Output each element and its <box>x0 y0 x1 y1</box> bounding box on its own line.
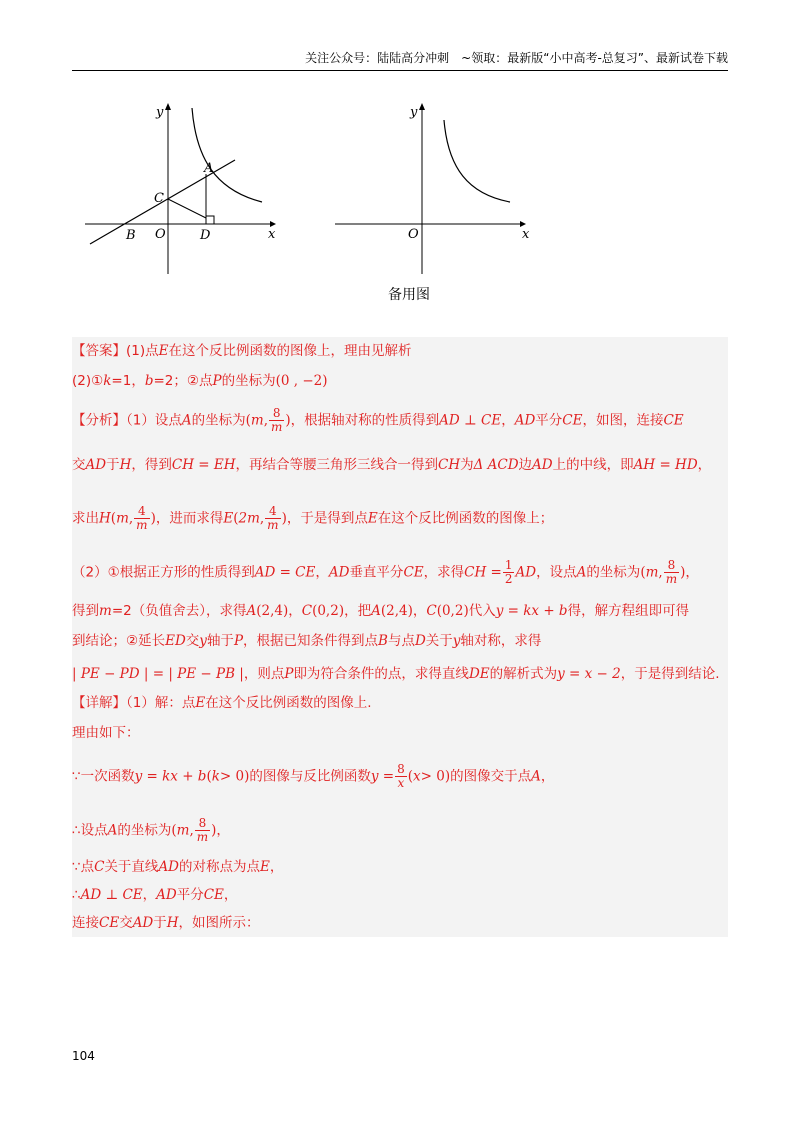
math: CE <box>562 412 583 429</box>
text: ， <box>288 603 302 619</box>
label-D: D <box>200 228 211 243</box>
text: 的图像交于点 <box>450 768 532 785</box>
math: CH = <box>464 564 502 581</box>
math: ( <box>407 768 414 785</box>
label-x: x <box>268 227 276 242</box>
answer-line-1 <box>72 341 411 361</box>
math: C <box>301 603 313 619</box>
math: A <box>371 603 381 619</box>
math: E <box>195 695 206 711</box>
math: CE <box>99 915 120 931</box>
text: 在这个反比例函数的图像上. <box>205 695 372 711</box>
math: AD ⊥ CE <box>439 412 502 429</box>
math: x <box>413 768 421 785</box>
frac-num: 8 <box>397 762 405 776</box>
math: CE <box>403 564 424 581</box>
math: AD <box>532 457 553 473</box>
frac-num: 8 <box>195 817 210 831</box>
text: 的图像与反比例函数 <box>249 768 371 785</box>
text: ， <box>697 457 712 473</box>
text: 与点 <box>387 633 415 649</box>
text: 于 <box>106 457 120 473</box>
analysis-line-2 <box>72 455 711 475</box>
text: ， <box>223 887 238 903</box>
text: 的坐标为 <box>221 373 276 389</box>
math: | PE − PD | = | PE − PB | <box>72 666 244 682</box>
text: 交 <box>72 457 86 473</box>
math: C <box>426 603 437 619</box>
math: ( <box>171 822 177 839</box>
text: ，求得 <box>423 564 465 581</box>
frac-den: m <box>270 420 283 434</box>
text: 的对称点为点 <box>179 859 261 875</box>
answer-line-2 <box>72 371 328 391</box>
text: ，于是得到点 <box>286 510 368 527</box>
label-C: C <box>154 191 164 206</box>
math: (2,4) <box>256 603 289 619</box>
figure-spare-svg <box>330 98 540 278</box>
fraction <box>195 817 210 844</box>
math: (2,4) <box>380 603 413 619</box>
detail-line-2 <box>72 723 140 743</box>
text: =2；②点 <box>153 373 213 389</box>
frac-den: 2 <box>504 572 513 586</box>
text: ，得到 <box>131 457 172 473</box>
analysis-line-4 <box>72 559 699 586</box>
math: H <box>166 915 179 931</box>
math: E <box>158 343 169 359</box>
text: 的解析式为 <box>489 666 558 682</box>
math: m <box>645 564 659 581</box>
frac-num: 8 <box>664 559 679 573</box>
frac-den: m <box>196 830 209 844</box>
text: 代入 <box>468 603 496 619</box>
figure-spare <box>330 98 540 278</box>
frac-num: 1 <box>504 558 513 572</box>
math: > 0) <box>219 768 250 785</box>
text: 的坐标为 <box>191 412 246 429</box>
text: ，如图所示： <box>178 915 260 931</box>
analysis-line-3 <box>72 505 553 532</box>
text: 轴对称，求得 <box>460 633 542 649</box>
text: ， <box>269 859 284 875</box>
text: 交 <box>119 915 133 931</box>
header-divider <box>72 70 728 71</box>
fraction <box>265 505 280 532</box>
frac-num: 4 <box>265 505 280 519</box>
text: ，如图，连接 <box>582 412 664 429</box>
answer-block <box>72 337 728 937</box>
frac-den: m <box>267 518 279 532</box>
math: Δ ACD <box>473 457 519 473</box>
fraction <box>395 763 407 790</box>
text: ， <box>216 822 230 839</box>
label-O: O <box>155 227 166 242</box>
math: A <box>181 412 192 429</box>
math: y <box>199 633 207 649</box>
math: AD <box>158 859 180 875</box>
text: 【答案】(1)点 <box>72 343 159 359</box>
math: AD = CE <box>254 564 316 581</box>
math: AD <box>132 915 154 931</box>
math: y = <box>370 768 395 785</box>
math: m <box>250 412 264 429</box>
math: CH = EH <box>171 457 236 473</box>
detail-line-6 <box>72 885 237 905</box>
math: E <box>367 510 378 527</box>
text: 关于直线 <box>104 859 159 875</box>
math: , <box>189 822 194 839</box>
math: , <box>263 412 268 429</box>
math: 2m <box>238 510 260 527</box>
text: ，设点 <box>536 564 577 581</box>
fraction <box>269 407 284 434</box>
math: y <box>452 633 461 649</box>
math: ( <box>640 564 646 581</box>
fraction <box>664 559 679 586</box>
text: 【详解】（1）解：点 <box>72 695 196 711</box>
text: ， <box>412 603 427 619</box>
text: 理由如下： <box>72 725 140 741</box>
math: AD <box>514 412 536 429</box>
frac-num: 8 <box>269 407 284 421</box>
math: , <box>259 510 265 527</box>
text: ，进而求得 <box>155 510 224 527</box>
math: C <box>94 859 105 875</box>
math: ( <box>110 510 117 527</box>
text: 的坐标为 <box>117 822 172 839</box>
math: E <box>260 859 270 875</box>
math: k <box>103 373 112 389</box>
math: m <box>116 510 129 527</box>
text: ， <box>142 887 157 903</box>
text: 交 <box>185 633 200 649</box>
text: 关于 <box>425 633 453 649</box>
text: =1， <box>111 373 145 389</box>
math: y = kx + b <box>495 603 568 619</box>
text: ，则点 <box>243 666 285 682</box>
text: ， <box>540 768 555 785</box>
text: ， <box>501 412 515 429</box>
math: ( <box>245 412 251 429</box>
text: 求出 <box>72 510 99 527</box>
label-O: O <box>408 227 419 242</box>
text: 在这个反比例函数的图像上，理由见解析 <box>168 343 412 359</box>
text: 的坐标为 <box>586 564 641 581</box>
detail-line-3 <box>72 763 554 790</box>
math: ( <box>206 768 212 785</box>
text: ， <box>315 564 329 581</box>
text: 垂直平分 <box>349 564 404 581</box>
math: AD ⊥ CE <box>80 887 143 903</box>
label-A: A <box>204 161 214 176</box>
text: 连接 <box>72 915 99 931</box>
label-x: x <box>522 227 530 242</box>
math: y = x − 2 <box>557 666 621 682</box>
figure-caption: 备用图 <box>388 287 430 303</box>
text: 在这个反比例函数的图像上； <box>377 510 554 527</box>
text: 【分析】（1）设点 <box>72 412 182 429</box>
text: （2）①根据正方形的性质得到 <box>72 564 255 581</box>
math: D <box>414 633 426 649</box>
math: ) <box>281 510 287 527</box>
text: 到结论；②延长 <box>72 633 166 649</box>
text: 得到 <box>72 603 99 619</box>
math: A <box>246 603 257 619</box>
detail-line-1 <box>72 693 372 713</box>
math: A <box>576 564 587 581</box>
math: CE <box>203 887 224 903</box>
text: ，把 <box>344 603 372 619</box>
math: AD <box>156 887 177 903</box>
math: H <box>99 510 111 527</box>
text: 平分 <box>176 887 204 903</box>
math: > 0) <box>420 768 451 785</box>
math: P <box>284 666 294 682</box>
text: ∴设点 <box>72 822 108 839</box>
text: 轴于 <box>206 633 234 649</box>
math: , <box>658 564 663 581</box>
math: A <box>107 822 118 839</box>
text: ，根据已知条件得到点 <box>243 633 379 649</box>
math: ) <box>285 412 291 429</box>
math: k <box>211 768 220 785</box>
text: 为 <box>460 457 474 473</box>
fraction <box>503 559 515 586</box>
page-header: 关注公众号：陆陆高分冲刺 ~领取：最新版“小中高考-总复习”、最新试卷下载 <box>305 51 728 65</box>
math: m <box>176 822 190 839</box>
text: ， <box>685 564 699 581</box>
math: ( <box>233 510 239 527</box>
math: A <box>531 768 541 785</box>
text: (2)① <box>72 373 104 389</box>
math: AD <box>328 564 350 581</box>
analysis-line-7 <box>72 664 720 684</box>
text: 上的中线，即 <box>552 457 634 473</box>
text: 平分 <box>535 412 563 429</box>
math: H <box>119 457 132 473</box>
label-y: y <box>410 105 418 120</box>
math: AH = HD <box>633 457 698 473</box>
math: , <box>128 510 134 527</box>
math: ) <box>680 564 686 581</box>
text: ∵点 <box>72 859 95 875</box>
math: DE <box>468 666 490 682</box>
text: 即为符合条件的点，求得直线 <box>293 666 469 682</box>
math: E <box>223 510 234 527</box>
detail-line-7 <box>72 913 260 933</box>
text: ∵一次函数 <box>72 768 135 785</box>
text: ，再结合等腰三角形三线合一得到 <box>235 457 438 473</box>
figure-main-svg <box>80 98 280 278</box>
math: ) <box>211 822 217 839</box>
frac-num: 4 <box>134 505 149 519</box>
text: ∴ <box>72 887 81 903</box>
text: 于 <box>153 915 167 931</box>
analysis-line-1 <box>72 407 684 434</box>
math: y = kx + b <box>134 768 207 785</box>
detail-line-5 <box>72 857 283 877</box>
math: CH <box>437 457 461 473</box>
label-y: y <box>156 105 164 120</box>
math: m <box>99 603 112 619</box>
math: CE <box>663 412 684 429</box>
math: P <box>212 373 222 389</box>
text: 得，解方程组即可得 <box>567 603 690 619</box>
math: (0,2) <box>312 603 345 619</box>
analysis-line-5 <box>72 601 689 621</box>
frac-den: x <box>397 776 405 790</box>
label-B: B <box>126 228 136 243</box>
page-number: 104 <box>72 1049 95 1063</box>
frac-den: m <box>136 518 148 532</box>
math: (0,2) <box>436 603 469 619</box>
math: (0 , −2) <box>275 373 328 389</box>
math: P <box>233 633 244 649</box>
frac-den: m <box>665 572 678 586</box>
figure-main <box>80 98 280 278</box>
text: 边 <box>518 457 533 473</box>
text: ，于是得到结论. <box>620 666 720 682</box>
math: ) <box>150 510 156 527</box>
math: b <box>144 373 154 389</box>
math: AD <box>515 564 537 581</box>
text: =2（负值舍去），求得 <box>111 603 247 619</box>
fraction <box>134 505 149 532</box>
math: B <box>378 633 388 649</box>
analysis-line-6 <box>72 631 541 651</box>
text: ，根据轴对称的性质得到 <box>290 412 440 429</box>
math: AD <box>85 457 107 473</box>
detail-line-4 <box>72 817 230 844</box>
math: ED <box>165 633 186 649</box>
